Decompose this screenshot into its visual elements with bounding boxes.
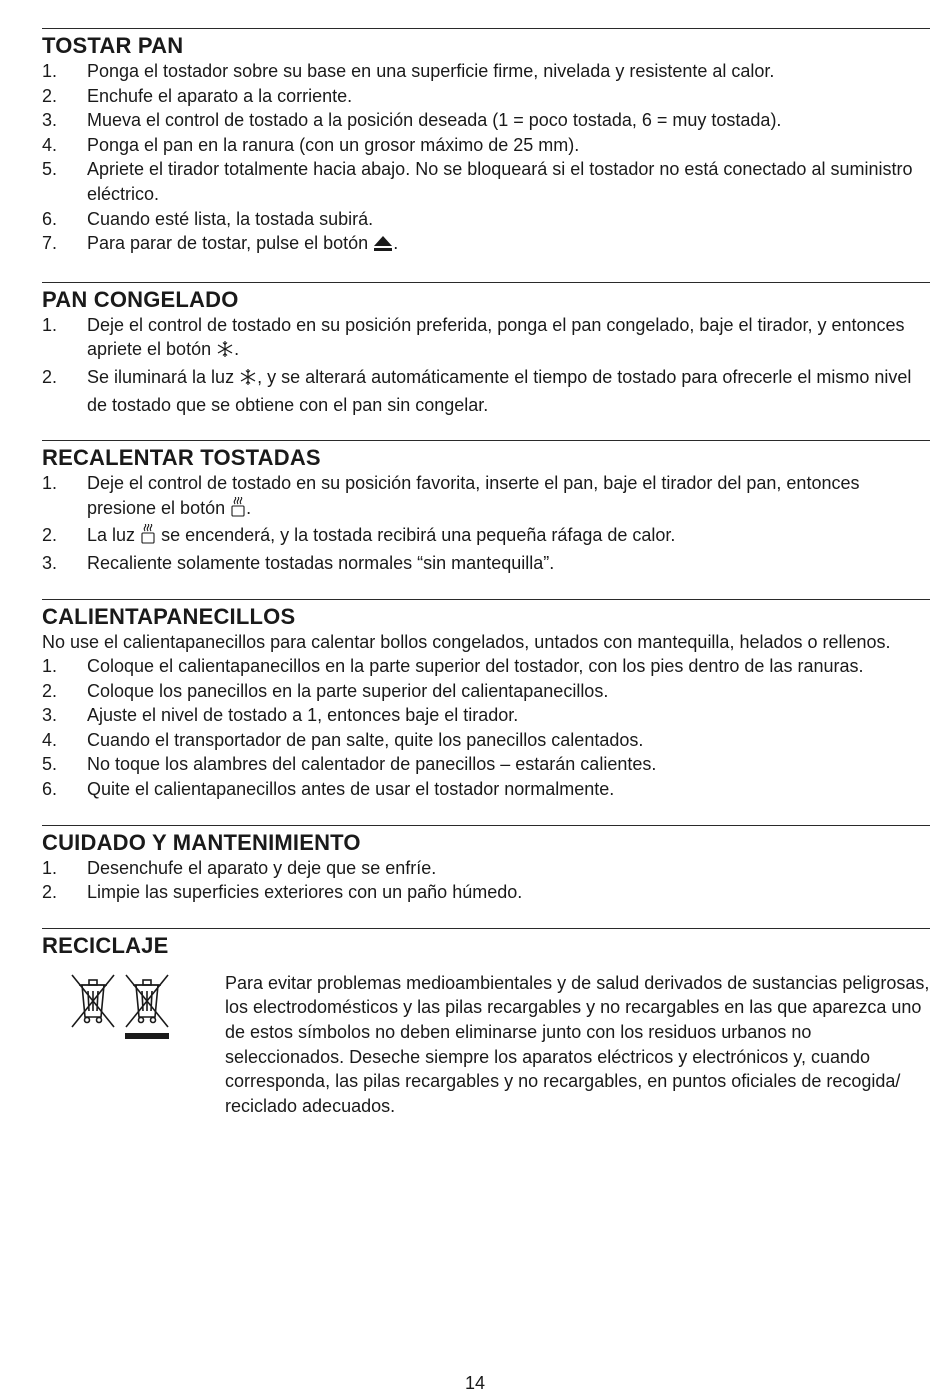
list-item: 2. Coloque los panecillos en la parte superior del calientapanecillos. (42, 680, 609, 701)
section-intro: No use el calientapanecillos para calentar bollos congelados, untados con mantequilla, helados o rellenos. (42, 631, 891, 652)
section-tostar-pan (42, 28, 930, 259)
list-item: 2. Se iluminará la luz , y se alterará automáticamente el tiempo de tostado para ofrecerle el mismo nivel de tostado que se obtiene con el pan sin congelar. (42, 366, 912, 415)
section-title: TOSTAR PAN (42, 33, 184, 58)
crossed-bin-icon (68, 971, 118, 1119)
list-item: 1. Deje el control de tostado en su posición favorita, inserte el pan, baje el tirador del pan, entonces presione el botón . (42, 471, 930, 523)
list-item: 3. Ajuste el nivel de tostado a 1, entonces baje el tirador. (42, 705, 519, 726)
recycling-text: Para evitar problemas medioambientales y de salud derivados de sustancias peligrosas, los electrodomésticos y las pilas recargables y no recargables en las que aparezca uno de estos símbolos no deben eliminarse junto con los residuos urbanos no seleccionados. Deseche siempre los aparatos eléctricos y electrónicos y, cuando corresponda, las pilas recargables y no recargables, en puntos oficiales de recogida/ reciclado adecuados. (225, 972, 930, 1116)
step-list (42, 856, 930, 905)
section-recalentar-tostadas (42, 440, 930, 575)
list-item: 5. No toque los alambres del calentador de panecillos – estarán calientes. (42, 754, 657, 775)
reheat-icon (140, 524, 156, 551)
list-item: 4. Cuando el transportador de pan salte, quite los panecillos calentados. (42, 729, 644, 750)
list-item: 4. Ponga el pan en la ranura (con un grosor máximo de 25 mm). (42, 134, 580, 155)
section-pan-congelado (42, 282, 930, 417)
section-title: RECICLAJE (42, 932, 169, 958)
recycling-block (42, 971, 930, 1119)
section-title: RECALENTAR TOSTADAS (42, 445, 321, 471)
manual-page (42, 28, 930, 1141)
list-item: 1. Ponga el tostador sobre su base en una superficie firme, nivelada y resistente al calor. (42, 61, 775, 81)
list-item: 1. Deje el control de tostado en su posición preferida, ponga el pan congelado, baje el tirador, y entonces apriete el botón . (42, 313, 930, 365)
list-item: 5. Apriete el tirador totalmente hacia abajo. No se bloqueará si el tostador no está conectado al suministro eléctrico. (42, 159, 913, 204)
snowflake-icon (216, 340, 234, 365)
step-list (42, 59, 930, 259)
crossed-bin-bar-icon (122, 971, 172, 1119)
step-list (42, 654, 930, 802)
list-item: 2. La luz se encenderá, y la tostada recibirá una pequeña ráfaga de calor. (42, 523, 930, 551)
list-item: 1. Coloque el calientapanecillos en la parte superior del tostador, con los pies dentro de las ranuras. (42, 656, 864, 677)
section-reciclaje (42, 928, 930, 1119)
recycling-symbols (42, 971, 225, 1119)
step-list (42, 471, 930, 575)
section-title: CALIENTAPANECILLOS (42, 603, 296, 629)
section-calientapanecillos (42, 599, 930, 802)
list-item: 1. Desenchufe el aparato y deje que se enfríe. (42, 857, 437, 878)
list-item: 3. Recaliente solamente tostadas normales “sin mantequilla”. (42, 552, 555, 573)
snowflake-icon (239, 368, 257, 393)
reheat-icon (230, 497, 246, 524)
list-item: 6. Quite el calientapanecillos antes de usar el tostador normalmente. (42, 779, 615, 800)
list-item: 3. Mueva el control de tostado a la posición deseada (1 = poco tostada, 6 = muy tostada). (42, 110, 782, 131)
eject-icon (373, 234, 393, 259)
page-number: 14 (464, 1373, 486, 1393)
step-list (42, 313, 930, 417)
list-item: 2. Enchufe el aparato a la corriente. (42, 85, 353, 106)
section-title: PAN CONGELADO (42, 286, 239, 312)
list-item: 2. Limpie las superficies exteriores con un paño húmedo. (42, 882, 523, 903)
section-title: CUIDADO Y MANTENIMIENTO (42, 829, 361, 855)
section-cuidado-mantenimiento (42, 825, 930, 905)
list-item: 6. Cuando esté lista, la tostada subirá. (42, 208, 374, 229)
list-item: 7. Para parar de tostar, pulse el botón . (42, 231, 930, 259)
